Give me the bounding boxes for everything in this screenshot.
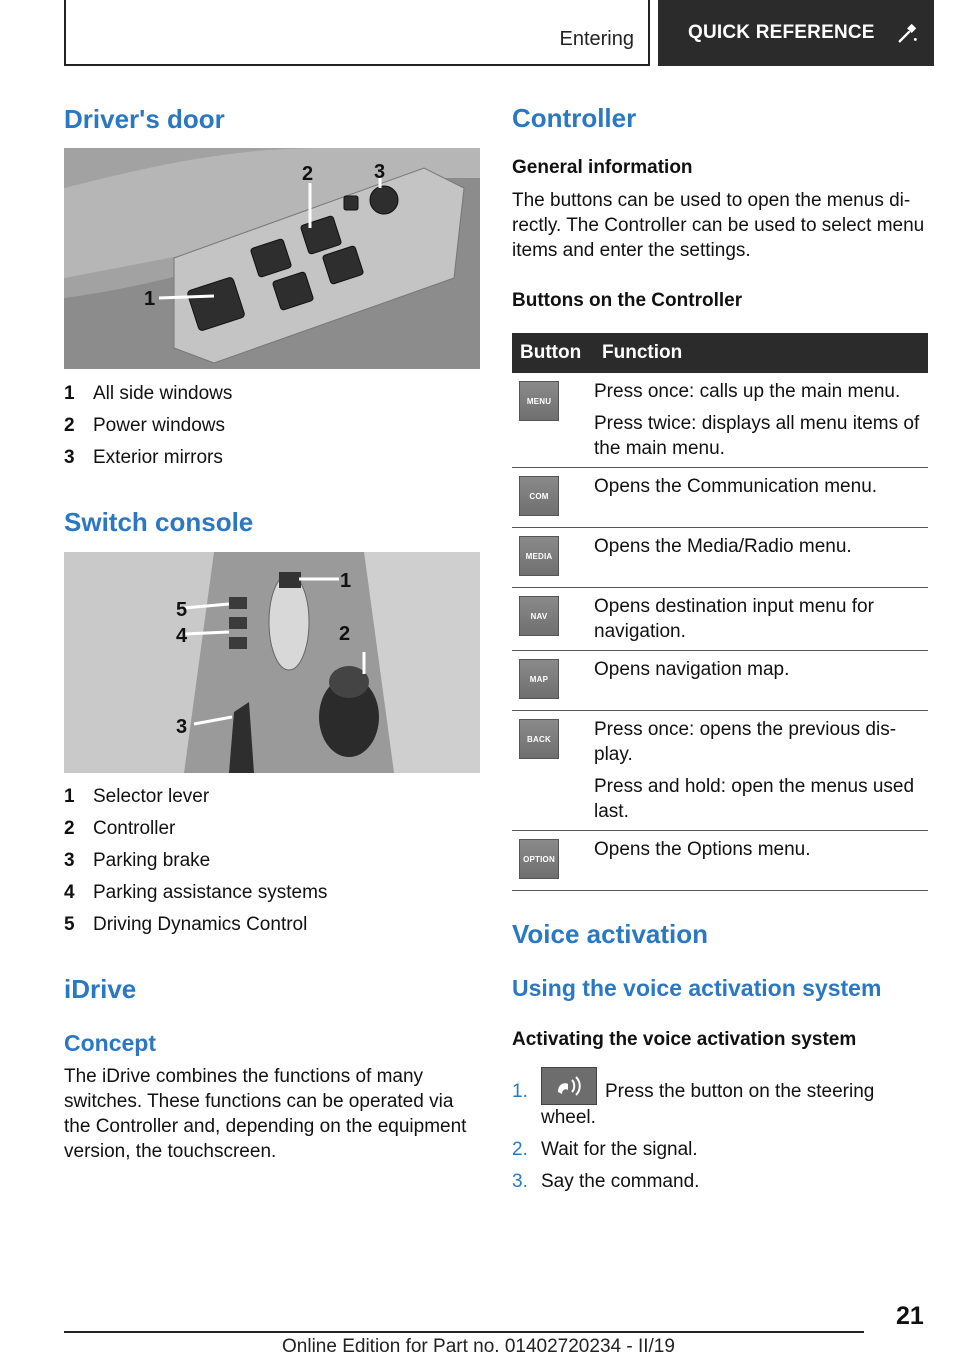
voice-button-icon (541, 1067, 597, 1105)
media-button-icon: MEDIA (519, 536, 559, 576)
table-row: MAP Opens navigation map. (512, 651, 928, 711)
list-item: 3. Say the command. (512, 1171, 700, 1192)
switch-console-legend (64, 781, 327, 941)
callout-2: 2 (302, 163, 314, 185)
table-row: BACK Press once: opens the previous display. Press and hold: open the menus used last. (512, 711, 928, 831)
list-item: 3 Parking brake (64, 850, 211, 871)
map-button-icon: MAP (519, 659, 559, 699)
nav-button-icon: NAV (519, 596, 559, 636)
voice-subheading: Using the voice activation system (512, 975, 882, 1001)
concept-heading: Concept (64, 1030, 156, 1056)
general-info-text: The buttons can be used to open the menus directly. The Controller can be used to select menu items and enter the settings. (512, 190, 925, 261)
option-button-icon: OPTION (519, 839, 559, 879)
callout-4: 4 (176, 625, 188, 647)
list-item: 2 Power windows (64, 415, 225, 436)
page-number: 21 (896, 1302, 924, 1330)
table-header-row (512, 333, 928, 373)
drivers-door-figure (64, 148, 480, 369)
header-section-box (64, 0, 650, 66)
callout-2: 2 (339, 623, 351, 645)
header-chapter-tab[interactable] (658, 0, 934, 66)
table-row: NAV Opens destination input menu for navigation. (512, 588, 928, 651)
list-item: 1 Selector lever (64, 786, 210, 807)
list-item: 3 Exterior mirrors (64, 447, 223, 468)
list-item: 2 Controller (64, 818, 176, 839)
drivers-door-heading: Driver's door (64, 104, 225, 134)
header-section-label: Entering (559, 28, 634, 50)
activating-heading: Activating the voice activation system (512, 1029, 857, 1050)
footer-divider (64, 1331, 864, 1333)
footer-edition: Online Edition for Part no. 01402720234 - II/19 (282, 1336, 675, 1357)
switch-console-heading: Switch console (64, 507, 254, 537)
voice-steps (512, 1065, 932, 1194)
drivers-door-legend (64, 378, 232, 474)
callout-3: 3 (176, 716, 188, 738)
general-info-heading: General information (512, 157, 693, 178)
header-chapter-label: QUICK REFERENCE (688, 22, 875, 43)
list-item: 2. Wait for the signal. (512, 1139, 698, 1160)
list-item: 1 All side windows (64, 383, 233, 404)
com-button-icon: COM (519, 476, 559, 516)
table-row: MEDIA Opens the Media/Radio menu. (512, 528, 928, 588)
voice-activation-heading: Voice activation (512, 919, 709, 949)
callout-1: 1 (144, 288, 156, 310)
table-row: OPTION Opens the Options menu. (512, 831, 928, 891)
callout-1: 1 (340, 570, 352, 592)
list-item: 5 Driving Dynamics Control (64, 914, 308, 935)
list-item: 4 Parking assistance systems (64, 882, 328, 903)
controller-heading: Controller (512, 103, 637, 133)
column-header-function: Function (594, 333, 928, 373)
table-row: MENU Press once: calls up the main menu. Press twice: displays all menu items of the main menu. (512, 373, 928, 468)
menu-button-icon: MENU (519, 381, 559, 421)
column-header-button: Button (512, 333, 594, 373)
callout-5: 5 (176, 599, 188, 621)
list-item: 1. Press the button on the steering wheel. (512, 1079, 932, 1130)
switch-console-figure (64, 552, 480, 773)
callout-3: 3 (374, 161, 386, 183)
buttons-heading: Buttons on the Controller (512, 290, 743, 311)
table-row: COM Opens the Communication menu. (512, 468, 928, 528)
idrive-heading: iDrive (64, 974, 137, 1004)
back-button-icon: BACK (519, 719, 559, 759)
concept-text: The iDrive combines the functions of many switches. These functions can be operated via the Controller and, depending on the equipment version, the touchscreen. (64, 1066, 467, 1162)
controller-buttons-table (512, 333, 928, 891)
wrench-hammer-icon (897, 22, 919, 44)
